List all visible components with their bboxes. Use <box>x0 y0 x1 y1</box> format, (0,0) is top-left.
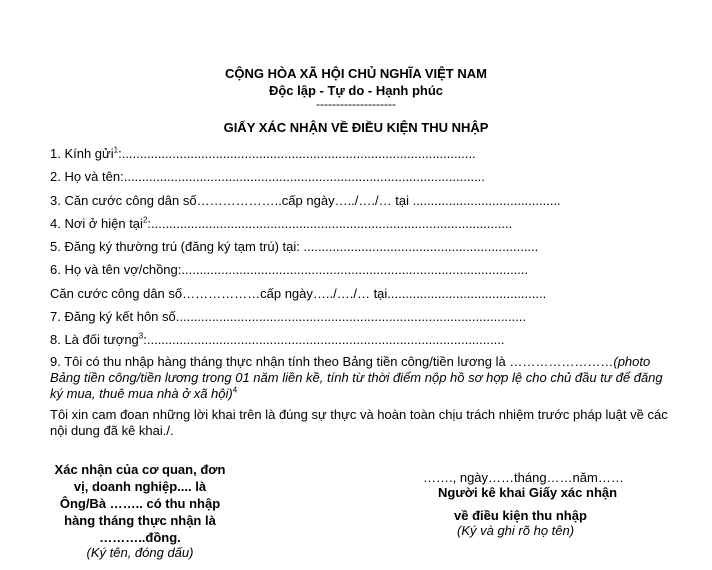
field-full-name-dots: .................................................................................................... <box>123 169 485 184</box>
field-spouse-id-card <box>50 286 546 301</box>
field-full-name-label: 2. Họ và tên: <box>50 169 124 184</box>
declarant-title-line-2: về điều kiện thu nhập <box>454 508 587 523</box>
employer-confirmation-line-4: hàng tháng thực nhận là <box>64 513 216 528</box>
field-full-name <box>50 169 485 184</box>
field-registration-text: 5. Đăng ký thường trú (đăng ký tạm trú) tại: ................................................................. <box>50 239 539 254</box>
field-kinh-gui-label: 1. Kính gửi <box>50 146 114 161</box>
employer-confirmation-line-2: vị, doanh nghiệp.... là <box>73 479 207 494</box>
field-spouse-name-label: 6. Họ và tên vợ/chồng: <box>50 262 182 277</box>
footnote-4-marker: 4 <box>232 385 238 395</box>
header-divider: -------------------- <box>316 97 396 111</box>
declaration-date: ……., ngày……tháng……năm…… <box>423 470 624 485</box>
field-kinh-gui <box>50 146 476 161</box>
employer-confirmation-block <box>40 461 240 546</box>
employer-confirmation-line-3: Ông/Bà …….. có thu nhập <box>59 496 221 511</box>
field-income-text: 9. Tôi có thu nhập hàng tháng thực nhận tính theo Bảng tiền công/tiền lương là …………………… <box>50 354 614 369</box>
employer-sign-note: (Ký tên, đóng dấu) <box>86 545 194 560</box>
field-residence-label: 4. Nơi ở hiện tại <box>50 216 143 231</box>
field-beneficiary-label: 8. Là đối tượng <box>50 332 139 347</box>
field-income-note: (photo Bảng tiền công/tiền lương trong 01 năm liền kề, tính từ thời điểm nộp hồ sơ hợp lệ cho chủ đầu tư để đăng ký mua, thuê mua nhà ở xã hội) <box>50 354 663 401</box>
country-name: CỘNG HÒA XÃ HỘI CHỦ NGHĨA VIỆT NAM <box>225 66 487 81</box>
field-beneficiary-dots: :................................................................................................... <box>143 332 505 347</box>
field-spouse-id-card-label: Căn cước công dân số………………cấp ngày…../…./… tại <box>50 286 388 301</box>
field-marriage-registration <box>50 309 526 324</box>
declarant-title-line-1: Người kê khai Giấy xác nhận <box>438 485 618 500</box>
employer-confirmation-line-1: Xác nhận của cơ quan, đơn <box>54 462 226 477</box>
field-spouse-name <box>50 262 528 277</box>
footnote-1-marker: 1 <box>113 145 119 155</box>
field-beneficiary <box>50 332 504 347</box>
field-spouse-name-dots: ................................................................................................ <box>181 262 529 277</box>
field-income <box>50 354 668 402</box>
field-spouse-id-card-dots: ............................................ <box>387 286 547 301</box>
national-motto: Độc lập - Tự do - Hạnh phúc <box>268 83 444 98</box>
field-marriage-registration-label: 7. Đăng ký kết hôn số <box>50 309 176 324</box>
footnote-2-marker: 2 <box>142 215 148 225</box>
commitment-statement: Tôi xin cam đoan những lời khai trên là đúng sự thực và hoàn toàn chịu trách nhiệm trước pháp luật về các nội dung đã kê khai./. <box>50 407 668 438</box>
footnote-3-marker: 3 <box>138 331 144 341</box>
field-residence-dots: :.................................................................................................... <box>147 216 513 231</box>
field-registration <box>50 239 538 254</box>
field-residence <box>50 216 512 231</box>
field-marriage-registration-dots: ................................................................................................. <box>175 309 527 324</box>
field-kinh-gui-dots: :.................................................................................................. <box>118 146 476 161</box>
employer-confirmation-line-5: ………..đồng. <box>99 530 181 545</box>
field-id-card <box>50 193 561 208</box>
declarant-sign-note: (Ký và ghi rõ họ tên) <box>457 523 575 538</box>
document-title: GIẤY XÁC NHẬN VỀ ĐIỀU KIỆN THU NHẬP <box>223 120 489 135</box>
field-id-card-text: 3. Căn cước công dân số………………..cấp ngày…../…./… tại ......................................... <box>50 193 561 208</box>
